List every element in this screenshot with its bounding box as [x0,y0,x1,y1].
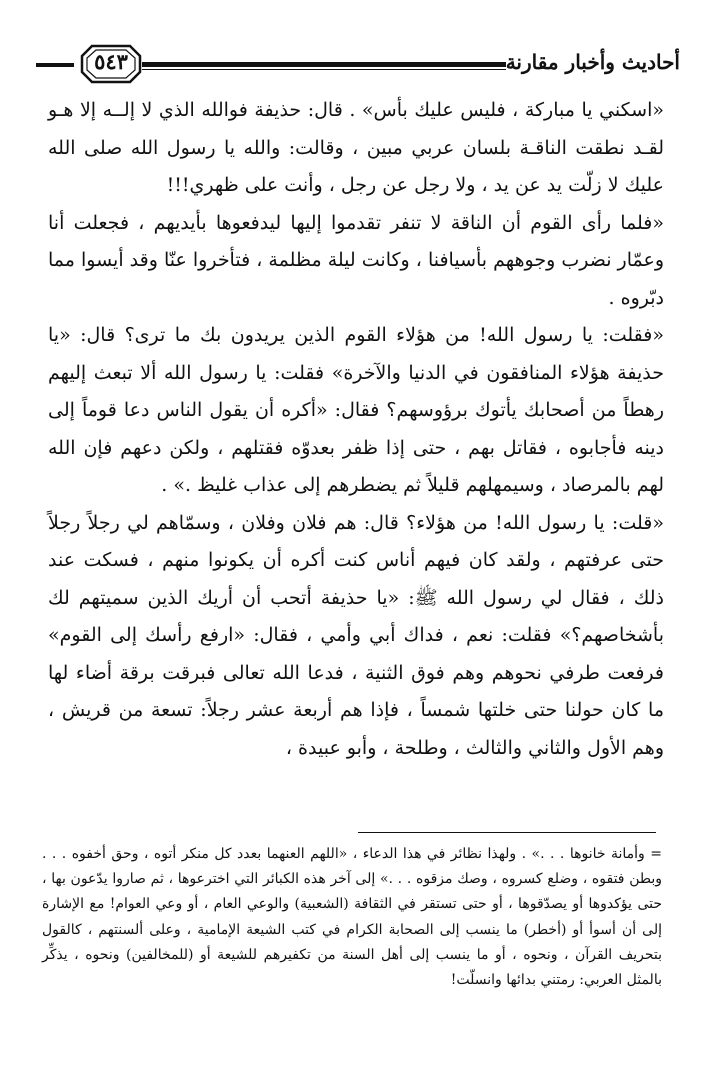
footnote-separator [358,832,656,833]
paragraph: «قلت: يا رسول الله! من هؤلاء؟ قال: هم فلان وفلان ، وسمّاهم لي رجلاً رجلاً حتى عرفتهم ، ولقد كان فيهم أناس كنت أكره أن يكونوا منهم ، فسكت عند ذلك ، فقال لي رسول الله ﷺ: «يا حذيفة أتحب أن أريك الذين سميتهم لك بأشخاصهم؟» فقلت: نعم ، فداك أبي وأمي ، فقال: «ارفع رأسك إلى القوم» فرفعت طرفي نحوهم وهم فوق الثنية ، فدعا الله تعالى فبرقت برقة أضاء لها ما كان حولنا حتى خلتها شمساً ، فإذا هم أربعة عشر رجلاً: تسعة من قريش ، وهم الأول والثاني والثالث ، وطلحة ، وأبو عبيدة ، [48,511,664,759]
header-rule [142,62,506,67]
header-rule-left [36,63,74,67]
running-title: أحاديث وأخبار مقارنة [505,50,680,74]
paragraph: «اسكني يا مباركة ، فليس عليك بأس» . قال: حذيفة فوالله الذي لا إلــه إلا هـو لقـد نطقت الناقـة بلسان عربي مبين ، وقالت: والله يا رسول الله صلى الله عليك لا زلّت يد عن يد ، ولا رجل عن رجل ، وأنت على ظهري!!! [48,99,664,196]
footnote: = وأمانة خانوها . . .» . ولهذا نظائر في هذا الدعاء ، «اللهم العنهما بعدد كل منكر أتوه ، وحق أخفوه . . . وبطن فتقوه ، وضلع كسروه ، وصك مزقوه . . .» إلى آخر هذه الكبائر التي اخترعوها ، ثم صاروا يدّعون بها ، حتى يؤكدوها أو يصدّقوها ، أو حتى تستقر في الثقافة (الشعبية) والوعي العام ، أو وعي العوام! مع الإشارة إلى أن أسوأ أو (أخطر) ما ينسب إلى الصحابة الكرام في كتب الشيعة الإمامية ، وعلى ألسنتهم ، كالقول بتحريف القرآن ، ونحوه ، أو ما ينسب إلى أهل السنة من تكفيرهم للشيعة أو (للمخالفين) ونحوه ، يذكِّر بالمثل العربي: رمتني بدائها وانسلّت! [42,846,662,989]
paragraph: «فقلت: يا رسول الله! من هؤلاء القوم الذين يريدون بك ما ترى؟ قال: «يا حذيفة هؤلاء المنافقون في الدنيا والآخرة» فقلت: يا رسول الله ألا تبعث إليهم رهطاً من أصحابك يأتوك برؤوسهم؟ فقال: «أكره أن يقول الناس دعا قوماً إلى دينه فأجابوه ، فقاتل بهم ، حتى إذا ظفر بعدوّه فقتلهم ، ولكن دعهم فإن الله لهم بالمرصاد ، وسيمهلهم قليلاً ثم يضطرهم إلى عذاب غليظ .» . [48,324,664,496]
page-header [32,38,680,88]
page-number: ٥٤٣ [94,49,128,74]
paragraph: «فلما رأى القوم أن الناقة لا تنفر تقدموا إليها ليدفعوها بأيديهم ، فجعلت أنا وعمّار نضرب وجوههم بأسيافنا ، وكانت ليلة مظلمة ، فتأخروا عنّا وقد أيسوا مما دبّروه . [48,211,664,309]
header-rule-thin [142,69,506,70]
main-text [48,92,664,767]
